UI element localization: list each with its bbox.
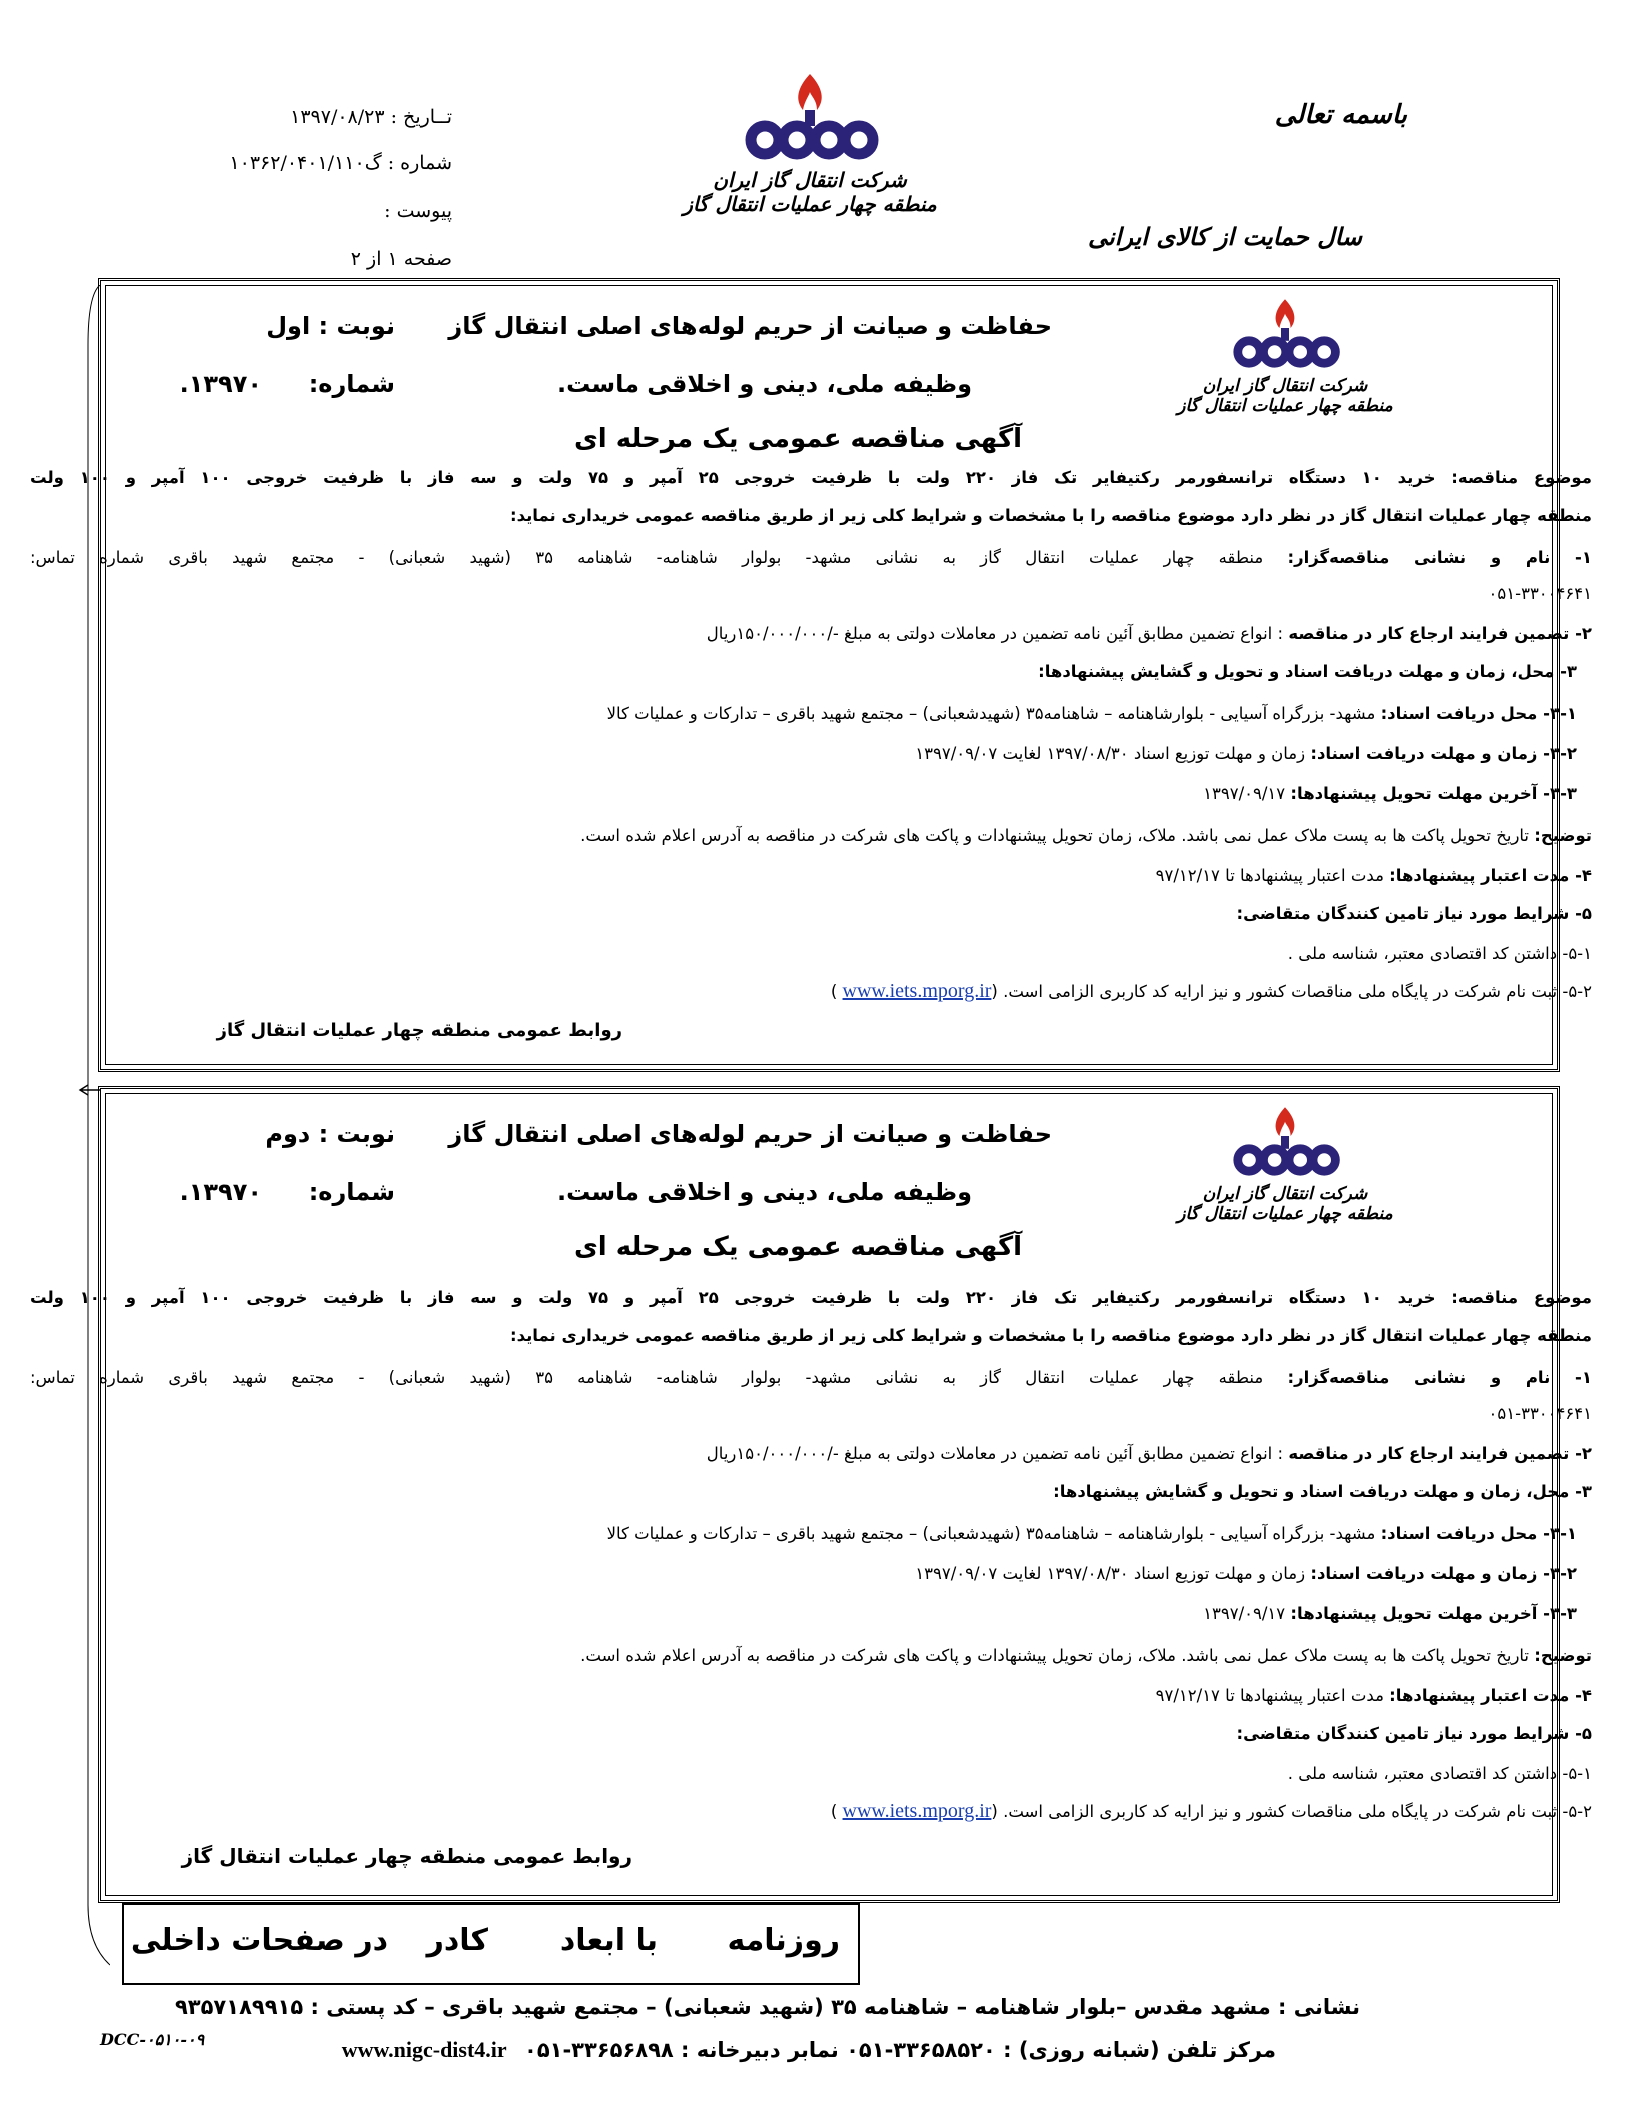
section-5-1: ۵-۱- داشتن کد اقتصادی معتبر، شناسه ملی . bbox=[1287, 944, 1592, 963]
subject-line-1: موضوع مناقصه: خرید ۱۰ دستگاه ترانسفورمر رکتیفایر تک فاز ۲۲۰ ولت با ظرفیت خروجی ۲۵ آمپر و ۷۵ ولت و سه فاز با ظرفیت خروجی ۱۰۰ آمپر و ۱۰۰ ولت bbox=[30, 468, 1592, 487]
note bbox=[580, 1646, 1592, 1665]
letter-number: شماره : گ۱۰۳۶۲/۰۴۰۱/۱۱۰ bbox=[229, 152, 452, 174]
section-4-label: ۴- مدت اعتبار پیشنهادها: bbox=[1389, 1686, 1592, 1705]
section-3-3 bbox=[1203, 784, 1577, 803]
company-logo bbox=[683, 70, 937, 216]
section-4-text: مدت اعتبار پیشنهادها تا ۹۷/۱۲/۱۷ bbox=[1155, 1686, 1390, 1705]
subject-line-2: منطقه چهار عملیات انتقال گاز در نظر دارد موضوع مناقصه را با مشخصات و شرایط کلی زیر از طریق مناقصه عمومی خریداری نماید: bbox=[509, 1326, 1592, 1345]
section-3-1 bbox=[607, 1524, 1577, 1543]
note-label: توضیح: bbox=[1534, 1646, 1592, 1665]
gas-flame-logo-icon bbox=[1225, 1104, 1345, 1184]
section-3-1-text: مشهد- بزرگراه آسیایی - بلوارشاهنامه – شاهنامه۳۵ (شهیدشعبانی) – مجتمع شهید باقری – تدارکات و عملیات کالا bbox=[606, 704, 1381, 723]
section-3-1-text: مشهد- بزرگراه آسیایی - بلوارشاهنامه – شاهنامه۳۵ (شهیدشعبانی) – مجتمع شهید باقری – تدارکات و عملیات کالا bbox=[606, 1524, 1381, 1543]
section-5-2 bbox=[831, 1800, 1592, 1823]
section-3-1-label: ۳-۱- محل دریافت اسناد: bbox=[1380, 1524, 1577, 1543]
public-relations-signature: روابط عمومی منطقه چهار عملیات انتقال گاز bbox=[216, 1020, 622, 1041]
section-1-phone: ۰۵۱-۳۳۰۰۴۶۴۱ bbox=[1488, 1404, 1592, 1423]
letter-date: تــاریخ : ۱۳۹۷/۰۸/۲۳ bbox=[290, 106, 452, 128]
section-2 bbox=[707, 624, 1592, 643]
notice-logo bbox=[1177, 296, 1393, 416]
gas-flame-logo-icon bbox=[1225, 296, 1345, 376]
number-value: ۱۳۹۷۰. bbox=[179, 370, 262, 398]
notice-title-1: حفاظت و صیانت از حریم لوله‌های اصلی انتقال گاز bbox=[448, 1120, 1052, 1148]
note-label: توضیح: bbox=[1534, 826, 1592, 845]
frame-word: کادر bbox=[426, 1923, 488, 1958]
section-3-3-label: ۳-۳- آخرین مهلت تحویل پیشنهادها: bbox=[1290, 784, 1577, 803]
public-relations-signature: روابط عمومی منطقه چهار عملیات انتقال گاز bbox=[181, 1844, 632, 1868]
section-5-2-close: ) bbox=[830, 1802, 843, 1821]
letter-page: صفحه ۱ از ۲ bbox=[350, 248, 452, 270]
section-3-1-label: ۳-۱- محل دریافت اسناد: bbox=[1380, 704, 1577, 723]
section-3-heading: ۳- محل، زمان و مهلت دریافت اسناد و تحویل و گشایش پیشنهادها: bbox=[1038, 662, 1577, 681]
basmala: باسمه تعالی bbox=[1274, 100, 1407, 130]
section-4-text: مدت اعتبار پیشنهادها تا ۹۷/۱۲/۱۷ bbox=[1155, 866, 1390, 885]
section-3-2 bbox=[915, 744, 1577, 763]
section-2 bbox=[707, 1444, 1592, 1463]
section-2-label: ۲- تضمین فرایند ارجاع کار در مناقصه bbox=[1288, 624, 1592, 643]
section-3-1 bbox=[607, 704, 1577, 723]
section-5-heading: ۵- شرایط مورد نیاز تامین کنندگان متقاضی: bbox=[1236, 904, 1592, 923]
iets-link[interactable]: www.iets.mporg.ir bbox=[842, 980, 992, 1002]
section-3-3-text: ۱۳۹۷/۰۹/۱۷ bbox=[1203, 784, 1291, 803]
section-3-3-text: ۱۳۹۷/۰۹/۱۷ bbox=[1203, 1604, 1291, 1623]
notice-title-2: وظیفه ملی، دینی و اخلاقی ماست. bbox=[556, 370, 972, 398]
note bbox=[580, 826, 1592, 845]
footer-phone: مرکز تلفن (شبانه روزی) : ۳۳۶۵۸۵۲۰-۰۵۱ نمابر دبیرخانه : ۳۳۶۵۶۸۹۸-۰۵۱ bbox=[524, 2038, 1276, 2062]
section-2-text: : انواع تضمین مطابق آئین نامه تضمین در معاملات دولتی به مبلغ -/۱۵۰/۰۰۰/۰۰۰ریال bbox=[706, 1444, 1289, 1463]
gas-flame-logo-icon bbox=[735, 70, 885, 170]
section-1-label: ۱- نام و نشانی مناقصه‌گزار: bbox=[1287, 1368, 1592, 1387]
section-5-2-close: ) bbox=[830, 982, 843, 1001]
slogan: سال حمایت از کالای ایرانی bbox=[1088, 222, 1362, 251]
round-label: نوبت : اول bbox=[266, 312, 395, 340]
section-5-1: ۵-۱- داشتن کد اقتصادی معتبر، شناسه ملی . bbox=[1287, 1764, 1592, 1783]
section-3-2-label: ۳-۲- زمان و مهلت دریافت اسناد: bbox=[1310, 744, 1577, 763]
section-5-2 bbox=[831, 980, 1592, 1003]
section-5-2-text: ۵-۲- ثبت نام شرکت در پایگاه ملی مناقصات کشور و نیز ارایه کد کاربری الزامی است. ( bbox=[991, 982, 1592, 1001]
section-4 bbox=[1156, 866, 1592, 885]
number-label: شماره: bbox=[308, 370, 395, 398]
logo-caption-1: شرکت انتقال گاز ایران bbox=[713, 168, 907, 192]
newspaper-word: روزنامه bbox=[727, 1923, 840, 1958]
section-4-label: ۴- مدت اعتبار پیشنهادها: bbox=[1389, 866, 1592, 885]
section-3-heading: ۳- محل، زمان و مهلت دریافت اسناد و تحویل و گشایش پیشنهادها: bbox=[1053, 1482, 1592, 1501]
section-1-text: منطقه چهار عملیات انتقال گاز به نشانی مشهد- بولوار شاهنامه- شاهنامه ۳۵ (شهید شعبانی) - مجتمع شهید باقری شماره تماس: bbox=[30, 548, 1288, 567]
section-5-2-text: ۵-۲- ثبت نام شرکت در پایگاه ملی مناقصات کشور و نیز ارایه کد کاربری الزامی است. ( bbox=[991, 1802, 1592, 1821]
section-3-2 bbox=[915, 1564, 1577, 1583]
logo-caption-2: منطقه چهار عملیات انتقال گاز bbox=[1177, 396, 1393, 416]
logo-caption-2: منطقه چهار عملیات انتقال گاز bbox=[1177, 1204, 1393, 1224]
section-3-2-label: ۳-۲- زمان و مهلت دریافت اسناد: bbox=[1310, 1564, 1577, 1583]
section-1-text: منطقه چهار عملیات انتقال گاز به نشانی مشهد- بولوار شاهنامه- شاهنامه ۳۵ (شهید شعبانی) - مجتمع شهید باقری شماره تماس: bbox=[30, 1368, 1288, 1387]
section-4 bbox=[1156, 1686, 1592, 1705]
document-code: DCC-۰۵۱۰-۰۹ bbox=[100, 2030, 205, 2049]
section-3-3-label: ۳-۳- آخرین مهلت تحویل پیشنهادها: bbox=[1290, 1604, 1577, 1623]
notice-title-3: آگهی مناقصه عمومی یک مرحله ای bbox=[573, 424, 1022, 454]
section-5-heading: ۵- شرایط مورد نیاز تامین کنندگان متقاضی: bbox=[1236, 1724, 1592, 1743]
dimensions-word: با ابعاد bbox=[559, 1923, 658, 1958]
section-1-label: ۱- نام و نشانی مناقصه‌گزار: bbox=[1287, 548, 1592, 567]
subject-line-2: منطقه چهار عملیات انتقال گاز در نظر دارد موضوع مناقصه را با مشخصات و شرایط کلی زیر از طریق مناقصه عمومی خریداری نماید: bbox=[509, 506, 1592, 525]
section-2-label: ۲- تضمین فرایند ارجاع کار در مناقصه bbox=[1288, 1444, 1592, 1463]
section-1 bbox=[30, 1368, 1592, 1387]
logo-caption-1: شرکت انتقال گاز ایران bbox=[1202, 1184, 1368, 1204]
round-label: نوبت : دوم bbox=[265, 1120, 395, 1148]
logo-caption-1: شرکت انتقال گاز ایران bbox=[1202, 376, 1368, 396]
iets-link[interactable]: www.iets.mporg.ir bbox=[842, 1800, 992, 1822]
note-text: تاریخ تحویل پاکت ها به پست ملاک عمل نمی باشد. ملاک، زمان تحویل پیشنهادات و پاکت های شرکت در مناقصه به آدرس اعلام شده است. bbox=[580, 826, 1535, 845]
newspaper-size-box bbox=[122, 1903, 860, 1985]
section-3-2-text: زمان و مهلت توزیع اسناد ۱۳۹۷/۰۸/۳۰ لغایت ۱۳۹۷/۰۹/۰۷ bbox=[915, 1564, 1311, 1583]
footer-website[interactable]: www.nigc-dist4.ir bbox=[341, 2037, 507, 2062]
number-label: شماره: bbox=[308, 1178, 395, 1206]
logo-caption-2: منطقه چهار عملیات انتقال گاز bbox=[683, 192, 937, 216]
notice-title-3: آگهی مناقصه عمومی یک مرحله ای bbox=[573, 1232, 1022, 1262]
letter-attachment: پیوست : bbox=[384, 200, 452, 222]
footer-address: نشانی : مشهد مقدس –بلوار شاهنامه – شاهنامه ۳۵ (شهید شعبانی) – مجتمع شهید باقری – کد پستی : ۹۳۵۷۱۸۹۹۱۵ bbox=[174, 1995, 1360, 2019]
notice-logo bbox=[1177, 1104, 1393, 1224]
notice-title-2: وظیفه ملی، دینی و اخلاقی ماست. bbox=[556, 1178, 972, 1206]
section-2-text: : انواع تضمین مطابق آئین نامه تضمین در معاملات دولتی به مبلغ -/۱۵۰/۰۰۰/۰۰۰ریال bbox=[706, 624, 1289, 643]
subject-line-1: موضوع مناقصه: خرید ۱۰ دستگاه ترانسفورمر رکتیفایر تک فاز ۲۲۰ ولت با ظرفیت خروجی ۲۵ آمپر و ۷۵ ولت و سه فاز با ظرفیت خروجی ۱۰۰ آمپر و ۱۰۰ ولت bbox=[30, 1288, 1592, 1307]
footer-contact bbox=[342, 2037, 1276, 2063]
section-1-phone: ۰۵۱-۳۳۰۰۴۶۴۱ bbox=[1488, 584, 1592, 603]
section-1 bbox=[30, 548, 1592, 567]
note-text: تاریخ تحویل پاکت ها به پست ملاک عمل نمی باشد. ملاک، زمان تحویل پیشنهادات و پاکت های شرکت در مناقصه به آدرس اعلام شده است. bbox=[580, 1646, 1535, 1665]
number-value: ۱۳۹۷۰. bbox=[179, 1178, 262, 1206]
section-3-3 bbox=[1203, 1604, 1577, 1623]
section-3-2-text: زمان و مهلت توزیع اسناد ۱۳۹۷/۰۸/۳۰ لغایت ۱۳۹۷/۰۹/۰۷ bbox=[915, 744, 1311, 763]
notice-title-1: حفاظت و صیانت از حریم لوله‌های اصلی انتقال گاز bbox=[448, 312, 1052, 340]
inner-pages-word: در صفحات داخلی bbox=[130, 1923, 388, 1958]
